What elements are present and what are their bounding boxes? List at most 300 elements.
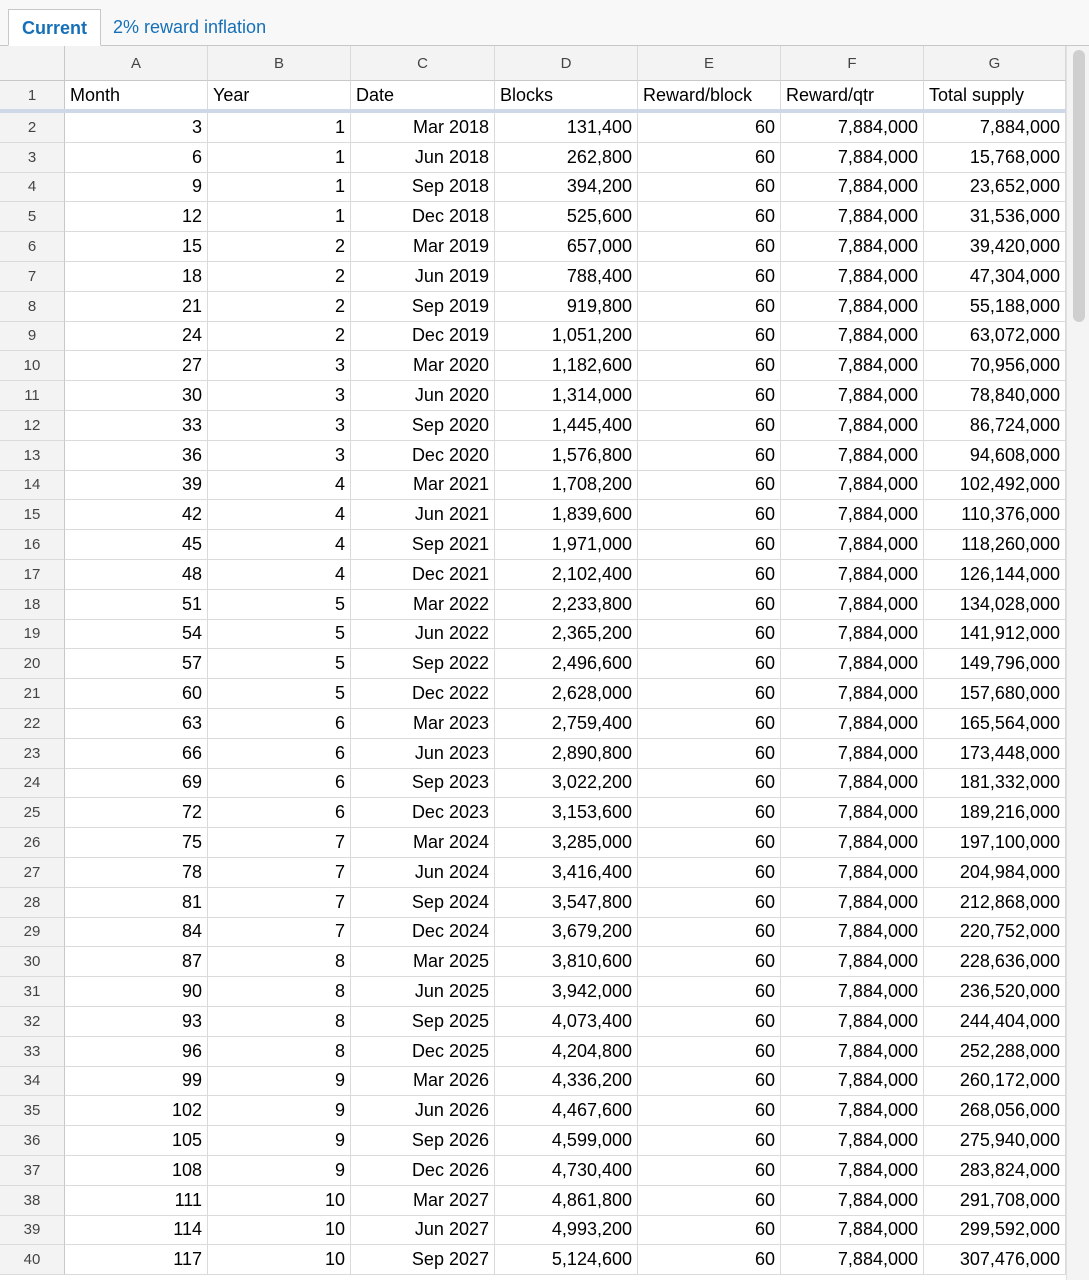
cell-reward-block[interactable]: 60	[638, 113, 781, 143]
tab-current[interactable]: Current	[8, 9, 101, 46]
row-number[interactable]: 18	[0, 590, 65, 620]
cell-reward-qtr[interactable]: 7,884,000	[781, 113, 924, 143]
cell-total-supply[interactable]: 15,768,000	[924, 143, 1066, 173]
cell-blocks[interactable]: 4,730,400	[495, 1156, 638, 1186]
cell-reward-block[interactable]: 60	[638, 292, 781, 322]
row-number[interactable]: 3	[0, 143, 65, 173]
row-number[interactable]: 11	[0, 381, 65, 411]
cell-reward-block[interactable]: 60	[638, 888, 781, 918]
row-number[interactable]: 12	[0, 411, 65, 441]
cell-reward-block[interactable]: 60	[638, 262, 781, 292]
cell-total-supply[interactable]: 47,304,000	[924, 262, 1066, 292]
cell-total-supply[interactable]: 283,824,000	[924, 1156, 1066, 1186]
scrollbar-thumb[interactable]	[1073, 50, 1085, 322]
cell-year[interactable]: 3	[208, 351, 351, 381]
cell-reward-qtr[interactable]: 7,884,000	[781, 739, 924, 769]
cell-total-supply[interactable]: 252,288,000	[924, 1037, 1066, 1067]
cell-reward-qtr[interactable]: 7,884,000	[781, 471, 924, 501]
row-number[interactable]: 16	[0, 530, 65, 560]
cell-blocks[interactable]: 2,233,800	[495, 590, 638, 620]
cell-blocks[interactable]: 2,496,600	[495, 649, 638, 679]
row-number[interactable]: 1	[0, 81, 65, 110]
cell-total-supply[interactable]: 212,868,000	[924, 888, 1066, 918]
cell-reward-block[interactable]: 60	[638, 322, 781, 352]
column-header-g[interactable]: G	[924, 46, 1066, 81]
cell-total-supply[interactable]: 7,884,000	[924, 113, 1066, 143]
cell-month[interactable]: 84	[65, 918, 208, 948]
row-number[interactable]: 39	[0, 1216, 65, 1246]
cell-blocks[interactable]: 3,547,800	[495, 888, 638, 918]
cell-reward-block[interactable]: 60	[638, 858, 781, 888]
cell-month[interactable]: 42	[65, 500, 208, 530]
cell-blocks[interactable]: 1,445,400	[495, 411, 638, 441]
cell-reward-block[interactable]: 60	[638, 381, 781, 411]
row-number[interactable]: 29	[0, 918, 65, 948]
header-cell-reward-block[interactable]: Reward/block	[638, 81, 781, 110]
row-number[interactable]: 35	[0, 1096, 65, 1126]
cell-year[interactable]: 6	[208, 709, 351, 739]
cell-year[interactable]: 1	[208, 202, 351, 232]
cell-reward-qtr[interactable]: 7,884,000	[781, 173, 924, 203]
header-cell-blocks[interactable]: Blocks	[495, 81, 638, 110]
cell-month[interactable]: 36	[65, 441, 208, 471]
cell-reward-block[interactable]: 60	[638, 1037, 781, 1067]
cell-date[interactable]: Sep 2023	[351, 769, 495, 799]
cell-date[interactable]: Dec 2024	[351, 918, 495, 948]
cell-month[interactable]: 60	[65, 679, 208, 709]
cell-year[interactable]: 8	[208, 1007, 351, 1037]
cell-total-supply[interactable]: 236,520,000	[924, 977, 1066, 1007]
cell-reward-block[interactable]: 60	[638, 828, 781, 858]
cell-date[interactable]: Sep 2018	[351, 173, 495, 203]
cell-date[interactable]: Sep 2024	[351, 888, 495, 918]
cell-reward-qtr[interactable]: 7,884,000	[781, 828, 924, 858]
cell-blocks[interactable]: 5,124,600	[495, 1245, 638, 1275]
cell-year[interactable]: 2	[208, 322, 351, 352]
cell-reward-qtr[interactable]: 7,884,000	[781, 411, 924, 441]
cell-year[interactable]: 7	[208, 828, 351, 858]
cell-date[interactable]: Sep 2022	[351, 649, 495, 679]
cell-reward-qtr[interactable]: 7,884,000	[781, 202, 924, 232]
cell-year[interactable]: 9	[208, 1067, 351, 1097]
cell-month[interactable]: 45	[65, 530, 208, 560]
cell-date[interactable]: Mar 2024	[351, 828, 495, 858]
cell-month[interactable]: 69	[65, 769, 208, 799]
cell-year[interactable]: 10	[208, 1245, 351, 1275]
cell-date[interactable]: Jun 2018	[351, 143, 495, 173]
cell-month[interactable]: 75	[65, 828, 208, 858]
cell-date[interactable]: Jun 2022	[351, 620, 495, 650]
cell-blocks[interactable]: 2,628,000	[495, 679, 638, 709]
cell-date[interactable]: Jun 2020	[351, 381, 495, 411]
cell-date[interactable]: Dec 2019	[351, 322, 495, 352]
row-number[interactable]: 24	[0, 769, 65, 799]
cell-reward-block[interactable]: 60	[638, 798, 781, 828]
cell-reward-qtr[interactable]: 7,884,000	[781, 1096, 924, 1126]
cell-reward-block[interactable]: 60	[638, 1007, 781, 1037]
cell-total-supply[interactable]: 173,448,000	[924, 739, 1066, 769]
cell-month[interactable]: 87	[65, 947, 208, 977]
cell-date[interactable]: Jun 2027	[351, 1216, 495, 1246]
row-number[interactable]: 13	[0, 441, 65, 471]
cell-total-supply[interactable]: 244,404,000	[924, 1007, 1066, 1037]
row-number[interactable]: 9	[0, 322, 65, 352]
column-header-d[interactable]: D	[495, 46, 638, 81]
row-number[interactable]: 36	[0, 1126, 65, 1156]
cell-reward-block[interactable]: 60	[638, 143, 781, 173]
cell-total-supply[interactable]: 39,420,000	[924, 232, 1066, 262]
row-number[interactable]: 25	[0, 798, 65, 828]
cell-reward-qtr[interactable]: 7,884,000	[781, 560, 924, 590]
cell-year[interactable]: 10	[208, 1186, 351, 1216]
cell-date[interactable]: Mar 2025	[351, 947, 495, 977]
cell-reward-qtr[interactable]: 7,884,000	[781, 1245, 924, 1275]
header-cell-total-supply[interactable]: Total supply	[924, 81, 1066, 110]
cell-reward-qtr[interactable]: 7,884,000	[781, 262, 924, 292]
cell-year[interactable]: 4	[208, 500, 351, 530]
cell-month[interactable]: 54	[65, 620, 208, 650]
cell-reward-block[interactable]: 60	[638, 411, 781, 441]
cell-date[interactable]: Dec 2023	[351, 798, 495, 828]
cell-month[interactable]: 3	[65, 113, 208, 143]
cell-reward-block[interactable]: 60	[638, 232, 781, 262]
cell-month[interactable]: 66	[65, 739, 208, 769]
column-header-b[interactable]: B	[208, 46, 351, 81]
cell-total-supply[interactable]: 126,144,000	[924, 560, 1066, 590]
cell-total-supply[interactable]: 63,072,000	[924, 322, 1066, 352]
cell-blocks[interactable]: 3,679,200	[495, 918, 638, 948]
cell-total-supply[interactable]: 307,476,000	[924, 1245, 1066, 1275]
cell-month[interactable]: 108	[65, 1156, 208, 1186]
cell-total-supply[interactable]: 268,056,000	[924, 1096, 1066, 1126]
cell-reward-qtr[interactable]: 7,884,000	[781, 143, 924, 173]
cell-date[interactable]: Jun 2024	[351, 858, 495, 888]
cell-month[interactable]: 93	[65, 1007, 208, 1037]
cell-reward-qtr[interactable]: 7,884,000	[781, 798, 924, 828]
row-number[interactable]: 20	[0, 649, 65, 679]
row-number[interactable]: 37	[0, 1156, 65, 1186]
cell-reward-block[interactable]: 60	[638, 977, 781, 1007]
cell-month[interactable]: 27	[65, 351, 208, 381]
row-number[interactable]: 28	[0, 888, 65, 918]
cell-total-supply[interactable]: 86,724,000	[924, 411, 1066, 441]
cell-year[interactable]: 5	[208, 590, 351, 620]
cell-blocks[interactable]: 2,890,800	[495, 739, 638, 769]
cell-blocks[interactable]: 4,599,000	[495, 1126, 638, 1156]
cell-reward-block[interactable]: 60	[638, 530, 781, 560]
cell-blocks[interactable]: 1,051,200	[495, 322, 638, 352]
cell-blocks[interactable]: 788,400	[495, 262, 638, 292]
cell-year[interactable]: 3	[208, 441, 351, 471]
row-number[interactable]: 40	[0, 1245, 65, 1275]
cell-date[interactable]: Dec 2018	[351, 202, 495, 232]
cell-reward-block[interactable]: 60	[638, 1096, 781, 1126]
cell-year[interactable]: 6	[208, 769, 351, 799]
cell-blocks[interactable]: 4,073,400	[495, 1007, 638, 1037]
cell-month[interactable]: 114	[65, 1216, 208, 1246]
cell-year[interactable]: 3	[208, 411, 351, 441]
cell-reward-block[interactable]: 60	[638, 1126, 781, 1156]
cell-year[interactable]: 3	[208, 381, 351, 411]
row-number[interactable]: 38	[0, 1186, 65, 1216]
cell-blocks[interactable]: 657,000	[495, 232, 638, 262]
cell-blocks[interactable]: 4,336,200	[495, 1067, 638, 1097]
cell-reward-block[interactable]: 60	[638, 202, 781, 232]
row-number[interactable]: 31	[0, 977, 65, 1007]
cell-month[interactable]: 15	[65, 232, 208, 262]
cell-total-supply[interactable]: 204,984,000	[924, 858, 1066, 888]
cell-reward-block[interactable]: 60	[638, 471, 781, 501]
cell-year[interactable]: 4	[208, 471, 351, 501]
header-cell-month[interactable]: Month	[65, 81, 208, 110]
cell-month[interactable]: 51	[65, 590, 208, 620]
cell-reward-block[interactable]: 60	[638, 709, 781, 739]
cell-reward-qtr[interactable]: 7,884,000	[781, 381, 924, 411]
cell-total-supply[interactable]: 299,592,000	[924, 1216, 1066, 1246]
row-number[interactable]: 26	[0, 828, 65, 858]
cell-reward-block[interactable]: 60	[638, 918, 781, 948]
cell-total-supply[interactable]: 23,652,000	[924, 173, 1066, 203]
cell-date[interactable]: Mar 2022	[351, 590, 495, 620]
cell-year[interactable]: 8	[208, 977, 351, 1007]
cell-reward-block[interactable]: 60	[638, 739, 781, 769]
column-header-f[interactable]: F	[781, 46, 924, 81]
cell-month[interactable]: 102	[65, 1096, 208, 1126]
cell-reward-block[interactable]: 60	[638, 441, 781, 471]
cell-total-supply[interactable]: 70,956,000	[924, 351, 1066, 381]
cell-month[interactable]: 111	[65, 1186, 208, 1216]
cell-date[interactable]: Mar 2027	[351, 1186, 495, 1216]
column-header-c[interactable]: C	[351, 46, 495, 81]
cell-reward-block[interactable]: 60	[638, 590, 781, 620]
cell-total-supply[interactable]: 260,172,000	[924, 1067, 1066, 1097]
row-number[interactable]: 7	[0, 262, 65, 292]
cell-blocks[interactable]: 1,576,800	[495, 441, 638, 471]
cell-reward-qtr[interactable]: 7,884,000	[781, 441, 924, 471]
cell-reward-qtr[interactable]: 7,884,000	[781, 977, 924, 1007]
row-number[interactable]: 2	[0, 113, 65, 143]
cell-date[interactable]: Mar 2021	[351, 471, 495, 501]
row-number[interactable]: 6	[0, 232, 65, 262]
cell-date[interactable]: Mar 2026	[351, 1067, 495, 1097]
cell-year[interactable]: 1	[208, 113, 351, 143]
cell-year[interactable]: 9	[208, 1156, 351, 1186]
cell-reward-block[interactable]: 60	[638, 620, 781, 650]
cell-blocks[interactable]: 1,182,600	[495, 351, 638, 381]
cell-month[interactable]: 39	[65, 471, 208, 501]
row-number[interactable]: 23	[0, 739, 65, 769]
row-number[interactable]: 32	[0, 1007, 65, 1037]
row-number[interactable]: 27	[0, 858, 65, 888]
cell-year[interactable]: 2	[208, 262, 351, 292]
cell-reward-block[interactable]: 60	[638, 560, 781, 590]
cell-month[interactable]: 18	[65, 262, 208, 292]
cell-total-supply[interactable]: 134,028,000	[924, 590, 1066, 620]
cell-reward-qtr[interactable]: 7,884,000	[781, 679, 924, 709]
cell-date[interactable]: Jun 2023	[351, 739, 495, 769]
cell-reward-qtr[interactable]: 7,884,000	[781, 1067, 924, 1097]
cell-month[interactable]: 24	[65, 322, 208, 352]
cell-month[interactable]: 6	[65, 143, 208, 173]
cell-reward-qtr[interactable]: 7,884,000	[781, 322, 924, 352]
cell-reward-qtr[interactable]: 7,884,000	[781, 888, 924, 918]
cell-reward-block[interactable]: 60	[638, 1245, 781, 1275]
cell-reward-qtr[interactable]: 7,884,000	[781, 620, 924, 650]
cell-month[interactable]: 30	[65, 381, 208, 411]
cell-year[interactable]: 1	[208, 143, 351, 173]
cell-year[interactable]: 4	[208, 560, 351, 590]
row-number[interactable]: 19	[0, 620, 65, 650]
cell-reward-block[interactable]: 60	[638, 1067, 781, 1097]
cell-reward-qtr[interactable]: 7,884,000	[781, 947, 924, 977]
cell-month[interactable]: 12	[65, 202, 208, 232]
cell-year[interactable]: 9	[208, 1096, 351, 1126]
cell-blocks[interactable]: 3,153,600	[495, 798, 638, 828]
cell-month[interactable]: 63	[65, 709, 208, 739]
cell-total-supply[interactable]: 220,752,000	[924, 918, 1066, 948]
cell-blocks[interactable]: 2,365,200	[495, 620, 638, 650]
cell-year[interactable]: 8	[208, 947, 351, 977]
cell-total-supply[interactable]: 181,332,000	[924, 769, 1066, 799]
cell-total-supply[interactable]: 291,708,000	[924, 1186, 1066, 1216]
cell-reward-block[interactable]: 60	[638, 769, 781, 799]
cell-month[interactable]: 57	[65, 649, 208, 679]
column-header-e[interactable]: E	[638, 46, 781, 81]
cell-date[interactable]: Mar 2019	[351, 232, 495, 262]
cell-blocks[interactable]: 131,400	[495, 113, 638, 143]
cell-date[interactable]: Dec 2021	[351, 560, 495, 590]
cell-reward-qtr[interactable]: 7,884,000	[781, 1156, 924, 1186]
cell-blocks[interactable]: 525,600	[495, 202, 638, 232]
cell-reward-qtr[interactable]: 7,884,000	[781, 351, 924, 381]
column-header-a[interactable]: A	[65, 46, 208, 81]
row-number[interactable]: 17	[0, 560, 65, 590]
cell-total-supply[interactable]: 94,608,000	[924, 441, 1066, 471]
row-number[interactable]: 8	[0, 292, 65, 322]
cell-total-supply[interactable]: 118,260,000	[924, 530, 1066, 560]
cell-date[interactable]: Jun 2019	[351, 262, 495, 292]
cell-month[interactable]: 9	[65, 173, 208, 203]
row-number[interactable]: 33	[0, 1037, 65, 1067]
cell-blocks[interactable]: 2,759,400	[495, 709, 638, 739]
cell-date[interactable]: Sep 2019	[351, 292, 495, 322]
cell-date[interactable]: Sep 2026	[351, 1126, 495, 1156]
cell-total-supply[interactable]: 110,376,000	[924, 500, 1066, 530]
cell-total-supply[interactable]: 31,536,000	[924, 202, 1066, 232]
cell-date[interactable]: Mar 2023	[351, 709, 495, 739]
cell-date[interactable]: Mar 2018	[351, 113, 495, 143]
cell-reward-qtr[interactable]: 7,884,000	[781, 769, 924, 799]
cell-date[interactable]: Dec 2022	[351, 679, 495, 709]
cell-blocks[interactable]: 4,467,600	[495, 1096, 638, 1126]
vertical-scrollbar[interactable]	[1066, 46, 1089, 1280]
cell-reward-block[interactable]: 60	[638, 679, 781, 709]
cell-total-supply[interactable]: 197,100,000	[924, 828, 1066, 858]
cell-date[interactable]: Dec 2020	[351, 441, 495, 471]
cell-year[interactable]: 8	[208, 1037, 351, 1067]
cell-reward-qtr[interactable]: 7,884,000	[781, 232, 924, 262]
cell-reward-block[interactable]: 60	[638, 351, 781, 381]
cell-month[interactable]: 90	[65, 977, 208, 1007]
row-number[interactable]: 10	[0, 351, 65, 381]
cell-year[interactable]: 10	[208, 1216, 351, 1246]
cell-date[interactable]: Sep 2027	[351, 1245, 495, 1275]
row-number[interactable]: 21	[0, 679, 65, 709]
tab-2pct-reward-inflation[interactable]: 2% reward inflation	[113, 17, 267, 37]
cell-blocks[interactable]: 2,102,400	[495, 560, 638, 590]
cell-date[interactable]: Sep 2020	[351, 411, 495, 441]
cell-reward-block[interactable]: 60	[638, 947, 781, 977]
cell-year[interactable]: 6	[208, 798, 351, 828]
cell-reward-block[interactable]: 60	[638, 1186, 781, 1216]
cell-total-supply[interactable]: 275,940,000	[924, 1126, 1066, 1156]
cell-year[interactable]: 2	[208, 292, 351, 322]
cell-blocks[interactable]: 919,800	[495, 292, 638, 322]
cell-reward-qtr[interactable]: 7,884,000	[781, 530, 924, 560]
cell-reward-block[interactable]: 60	[638, 649, 781, 679]
cell-blocks[interactable]: 394,200	[495, 173, 638, 203]
cell-reward-qtr[interactable]: 7,884,000	[781, 590, 924, 620]
cell-year[interactable]: 4	[208, 530, 351, 560]
cell-year[interactable]: 7	[208, 918, 351, 948]
cell-month[interactable]: 33	[65, 411, 208, 441]
cell-month[interactable]: 78	[65, 858, 208, 888]
cell-blocks[interactable]: 4,204,800	[495, 1037, 638, 1067]
cell-date[interactable]: Dec 2025	[351, 1037, 495, 1067]
cell-date[interactable]: Jun 2026	[351, 1096, 495, 1126]
cell-year[interactable]: 7	[208, 858, 351, 888]
cell-blocks[interactable]: 3,942,000	[495, 977, 638, 1007]
cell-blocks[interactable]: 1,839,600	[495, 500, 638, 530]
cell-total-supply[interactable]: 165,564,000	[924, 709, 1066, 739]
cell-month[interactable]: 105	[65, 1126, 208, 1156]
header-cell-year[interactable]: Year	[208, 81, 351, 110]
cell-reward-qtr[interactable]: 7,884,000	[781, 1007, 924, 1037]
cell-total-supply[interactable]: 189,216,000	[924, 798, 1066, 828]
cell-reward-block[interactable]: 60	[638, 1156, 781, 1186]
select-all-corner[interactable]	[0, 46, 65, 81]
cell-reward-qtr[interactable]: 7,884,000	[781, 649, 924, 679]
cell-month[interactable]: 117	[65, 1245, 208, 1275]
cell-reward-block[interactable]: 60	[638, 1216, 781, 1246]
cell-reward-qtr[interactable]: 7,884,000	[781, 292, 924, 322]
cell-blocks[interactable]: 4,861,800	[495, 1186, 638, 1216]
cell-reward-block[interactable]: 60	[638, 173, 781, 203]
cell-total-supply[interactable]: 149,796,000	[924, 649, 1066, 679]
cell-month[interactable]: 72	[65, 798, 208, 828]
cell-blocks[interactable]: 262,800	[495, 143, 638, 173]
cell-reward-qtr[interactable]: 7,884,000	[781, 1186, 924, 1216]
cell-total-supply[interactable]: 78,840,000	[924, 381, 1066, 411]
cell-blocks[interactable]: 3,416,400	[495, 858, 638, 888]
cell-year[interactable]: 6	[208, 739, 351, 769]
cell-year[interactable]: 1	[208, 173, 351, 203]
row-number[interactable]: 30	[0, 947, 65, 977]
cell-total-supply[interactable]: 55,188,000	[924, 292, 1066, 322]
cell-year[interactable]: 7	[208, 888, 351, 918]
cell-total-supply[interactable]: 228,636,000	[924, 947, 1066, 977]
cell-year[interactable]: 9	[208, 1126, 351, 1156]
cell-month[interactable]: 99	[65, 1067, 208, 1097]
cell-month[interactable]: 96	[65, 1037, 208, 1067]
cell-blocks[interactable]: 3,285,000	[495, 828, 638, 858]
cell-date[interactable]: Sep 2025	[351, 1007, 495, 1037]
cell-reward-qtr[interactable]: 7,884,000	[781, 1037, 924, 1067]
cell-reward-qtr[interactable]: 7,884,000	[781, 709, 924, 739]
cell-date[interactable]: Mar 2020	[351, 351, 495, 381]
cell-year[interactable]: 5	[208, 679, 351, 709]
cell-reward-qtr[interactable]: 7,884,000	[781, 1126, 924, 1156]
